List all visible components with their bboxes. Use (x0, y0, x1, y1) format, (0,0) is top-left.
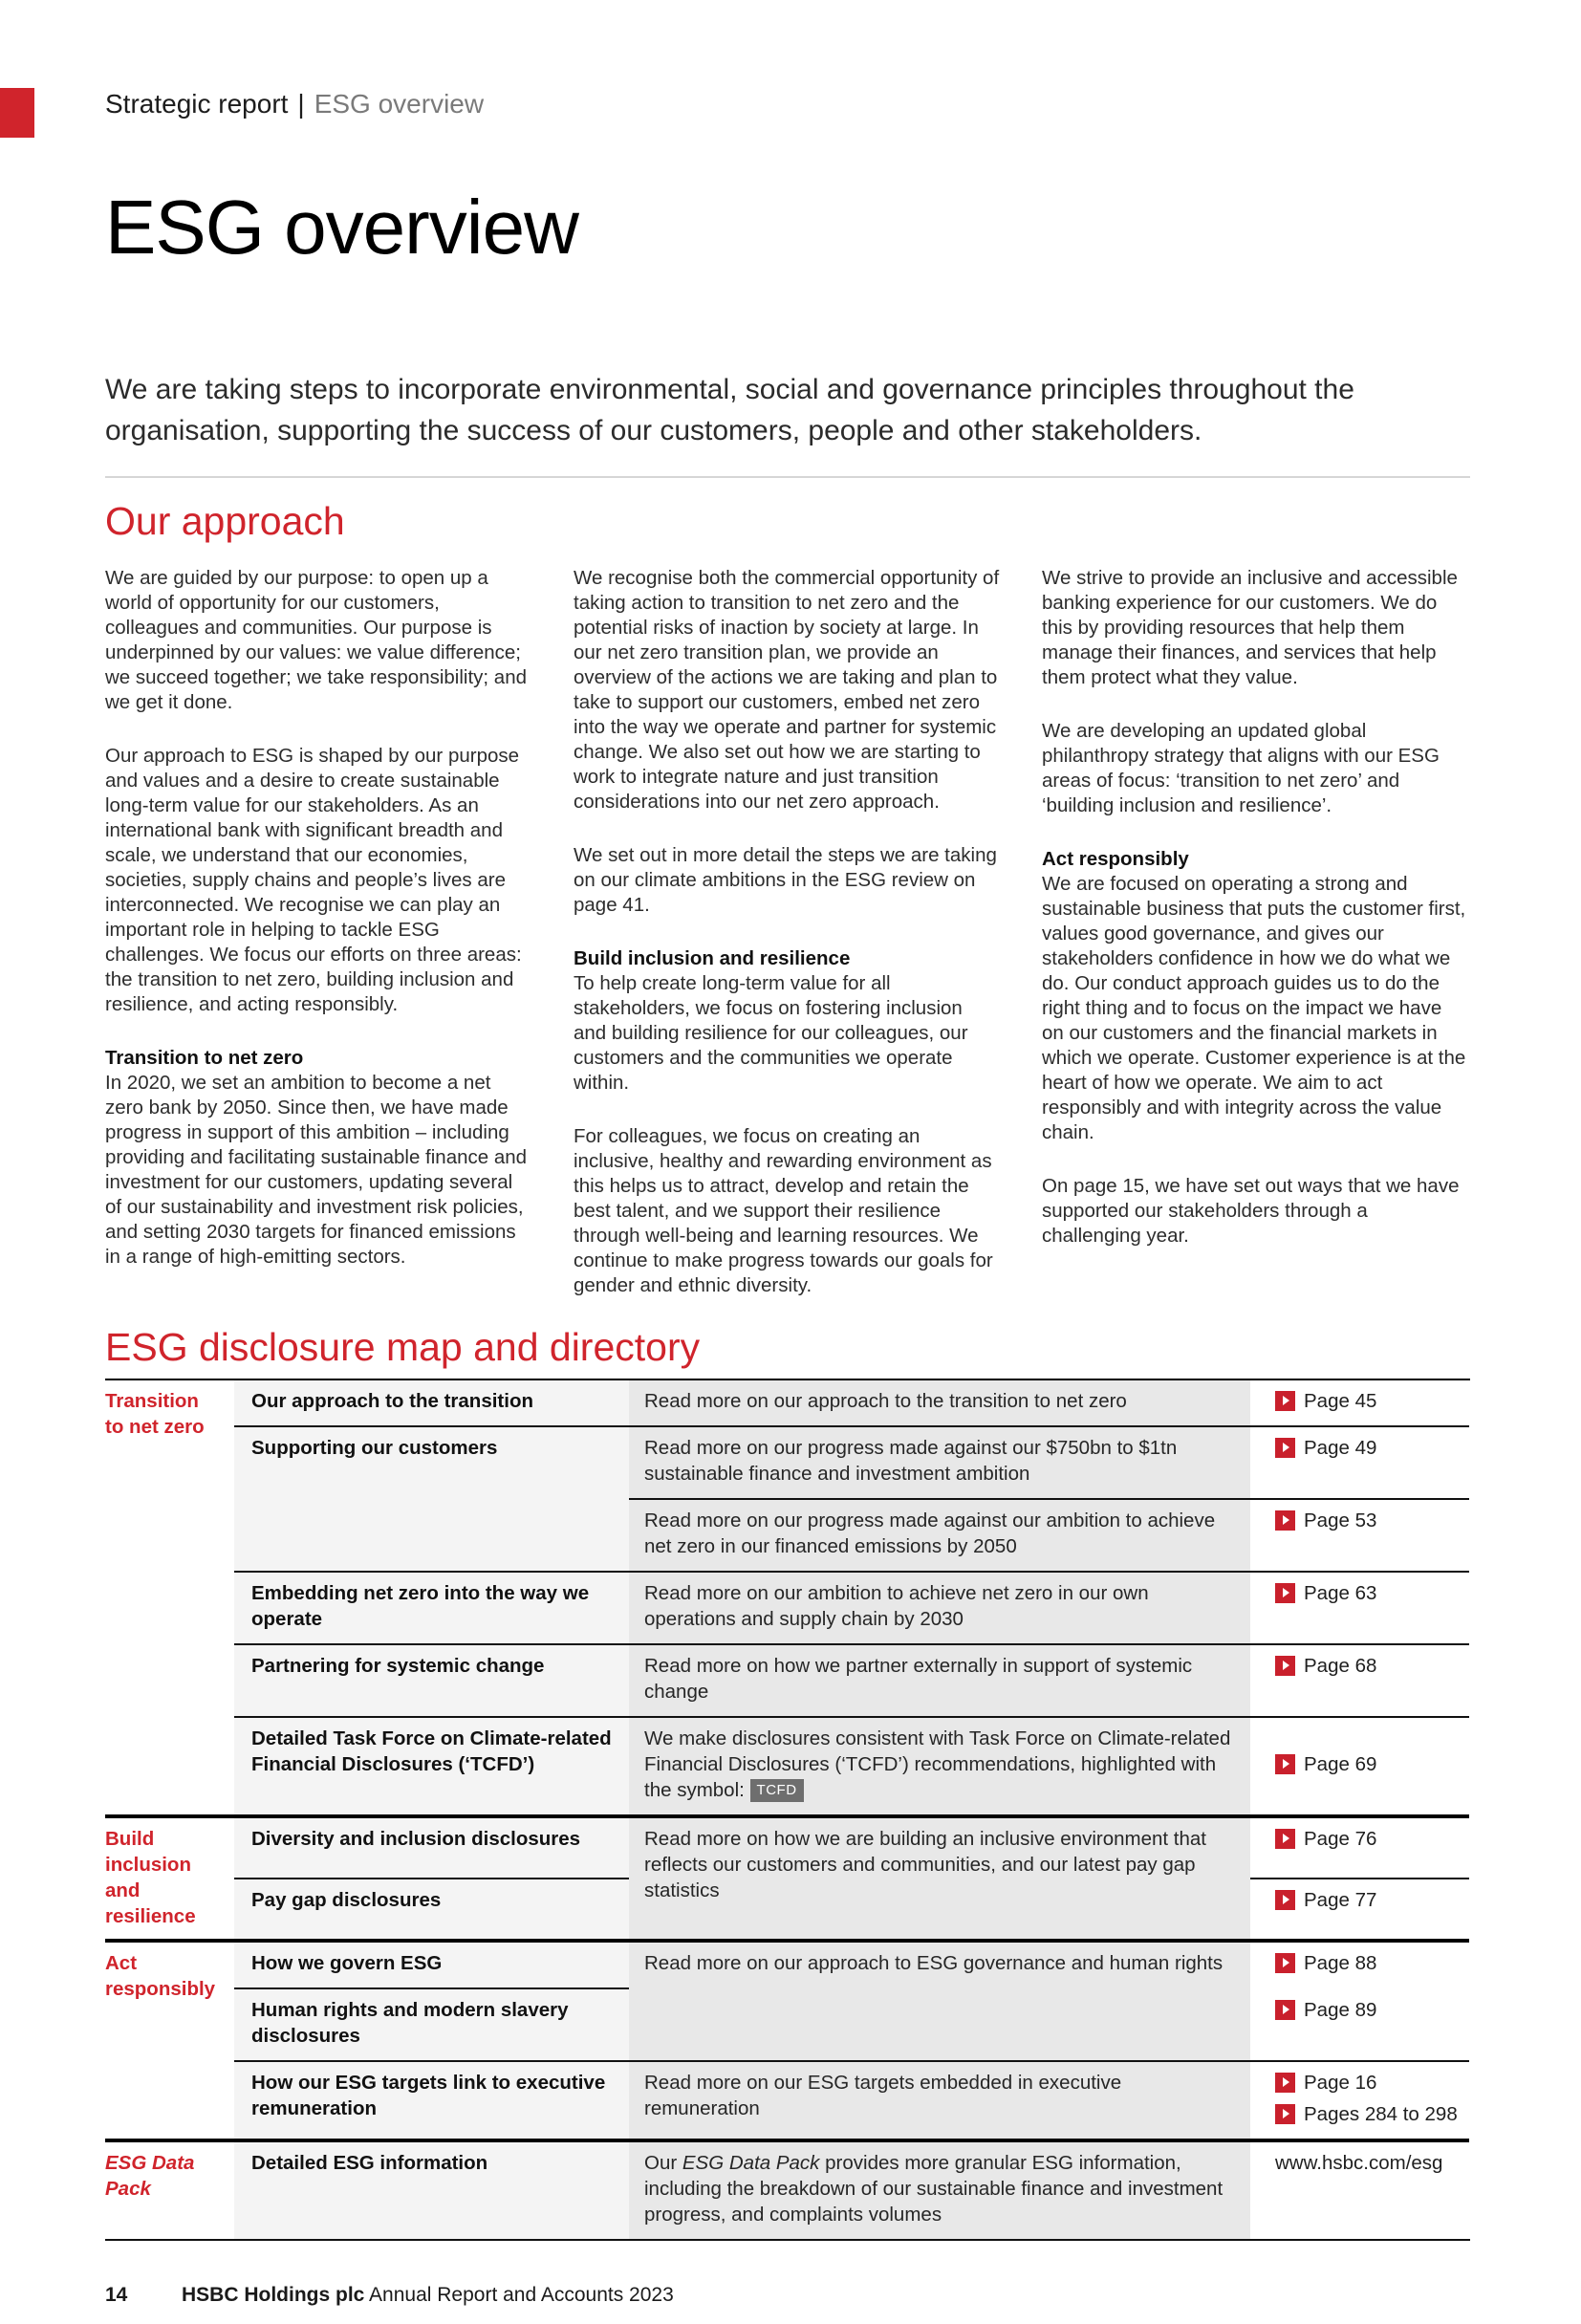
footer-report-title: Annual Report and Accounts 2023 (369, 2284, 674, 2306)
page-arrow-icon (1275, 1391, 1295, 1411)
paragraph: We recognise both the commercial opportunity of taking action to transition to net zero and the potential risks of inaction by society at large. In our net zero transition plan, we provide an overview of the actions we are taking and plan to take to support our customers, embed net zero into the way we operate and partner for systemic change. We also set out how we are starting to work to integrate nature and just transition considerations into our net zero approach. (574, 567, 1000, 813)
page-link-label: Page 16 (1304, 2072, 1377, 2094)
paragraph: Our approach to ESG is shaped by our purpose and values and a desire to create sustainable long-term value for our stakeholders. As an international bank with significant breadth and scale, we understand that our economies, societies, supply chains and people’s lives are interconnected. We recognise we can play an important role in helping to tackle ESG challenges. We focus our efforts on three areas: the transition to net zero, building inclusion and resilience, and acting responsibly. (105, 745, 522, 1015)
directory-description: Read more on our approach to the transition to net zero (629, 1380, 1250, 1427)
our-approach-heading: Our approach (105, 499, 345, 543)
directory-page-cell (1250, 1380, 1469, 1427)
directory-page-cell (1250, 2139, 1469, 2239)
directory-page-cell (1250, 1427, 1469, 1500)
directory-page-cell (1250, 1814, 1469, 1879)
description-text: Our (644, 2152, 682, 2174)
directory-topic: Detailed Task Force on Climate-related Financial Disclosures (‘TCFD’) (234, 1718, 629, 1814)
directory-description: Read more on our ESG targets embedded in executive remuneration (629, 2062, 1250, 2139)
page-arrow-icon (1275, 1890, 1295, 1910)
directory-description: Read more on our progress made against our ambition to achieve net zero in our financed emissions by 2050 (629, 1500, 1250, 1573)
page-arrow-icon (1275, 1953, 1295, 1973)
page-arrow-icon (1275, 2104, 1295, 2124)
directory-category-transition-to-net-zero: Transition to net zero (105, 1380, 234, 1814)
directory-description: Read more on our approach to ESG governance and human rights (629, 1939, 1250, 2062)
directory-description: Read more on how we partner externally in support of systemic change (629, 1645, 1250, 1718)
directory-topic: How we govern ESG (234, 1939, 629, 1989)
footer-publisher: HSBC Holdings plc (182, 2284, 365, 2306)
page-arrow-icon (1275, 2073, 1295, 2093)
page-arrow-icon (1275, 2000, 1295, 2020)
page-link[interactable] (1275, 2101, 1469, 2127)
directory-heading: ESG disclosure map and directory (105, 1325, 701, 1369)
directory-topic: Partnering for systemic change (234, 1645, 629, 1718)
directory-description (629, 1718, 1250, 1814)
directory-topic: How our ESG targets link to executive remuneration (234, 2062, 629, 2139)
directory-description: Read more on how we are building an inclusive environment that reflects our customers and communities, and our latest pay gap statistics (629, 1814, 1250, 1939)
directory-page-cell (1250, 1500, 1469, 1573)
page-link[interactable] (1275, 1508, 1469, 1533)
directory-page-cell (1250, 1573, 1469, 1645)
paragraph: For colleagues, we focus on creating an inclusive, healthy and rewarding environment as this helps us to attract, develop and retain the best talent, and we support their resilience through well-being and learning resources. We continue to make progress towards our goals for gender and ethnic diversity. (574, 1125, 993, 1296)
directory-topic: Embedding net zero into the way we operate (234, 1573, 629, 1645)
page-link[interactable] (1275, 1950, 1469, 1976)
directory-category-act-responsibly: Act responsibly (105, 1939, 234, 2139)
page-link[interactable] (1275, 1435, 1469, 1461)
page-footer (105, 2283, 1470, 2308)
page-arrow-icon (1275, 1510, 1295, 1531)
page-arrow-icon (1275, 1583, 1295, 1603)
approach-columns (105, 566, 1470, 1298)
description-text-italic: ESG Data Pack (682, 2152, 820, 2174)
page-link-label: Page 63 (1304, 1582, 1377, 1604)
page-link-label: Page 88 (1304, 1952, 1377, 1974)
page-link-label: Page 49 (1304, 1437, 1377, 1459)
paragraph: We are developing an updated global philanthropy strategy that aligns with our ESG areas of focus: ‘transition to net zero’ and ‘building inclusion and resilience’. (1042, 720, 1440, 816)
page-link-label: Page 76 (1304, 1828, 1377, 1850)
page-title: ESG overview (105, 185, 578, 270)
page (0, 88, 1581, 2308)
approach-column-3 (1042, 566, 1468, 1298)
approach-column-2 (574, 566, 1000, 1298)
directory-topic: Human rights and modern slavery disclosures (234, 1989, 629, 2062)
page-link-label: Page 45 (1304, 1390, 1377, 1412)
description-text: We make disclosures consistent with Task Force on Climate-related Financial Disclosures (‘TCFD’) recommendations, highlighted with the symbol: (644, 1727, 1231, 1801)
directory-topic: Our approach to the transition (234, 1380, 629, 1427)
directory-page-cell (1250, 1879, 1469, 1939)
subheading-transition-to-net-zero: Transition to net zero (105, 1047, 304, 1069)
directory-category-esg-data-pack: ESG Data Pack (105, 2139, 234, 2239)
paragraph: To help create long-term value for all stakeholders, we focus on fostering inclusion and building resilience for our colleagues, our customers and the communities we operate within. (574, 972, 968, 1094)
page-link-label: Page 89 (1304, 1999, 1377, 2021)
page-number: 14 (105, 2284, 128, 2306)
section-divider (105, 476, 1470, 478)
directory-category-build-inclusion-and-resilience: Build inclusion and resilience (105, 1814, 234, 1939)
subheading-act-responsibly: Act responsibly (1042, 848, 1189, 870)
paragraph: On page 15, we have set out ways that we have supported our stakeholders through a challenging year. (1042, 1175, 1460, 1247)
page-link-label: Page 68 (1304, 1655, 1377, 1677)
directory-page-cell (1250, 1939, 1469, 1989)
page-arrow-icon (1275, 1754, 1295, 1774)
paragraph: We strive to provide an inclusive and accessible banking experience for our customers. We do this by providing resources that help them manage their finances, and services that help them protect what they value. (1042, 567, 1458, 688)
directory-page-cell (1250, 1989, 1469, 2062)
breadcrumb-page: ESG overview (314, 89, 485, 119)
directory-topic: Pay gap disclosures (234, 1879, 629, 1939)
page-link[interactable] (1275, 1826, 1469, 1852)
page-arrow-icon (1275, 1438, 1295, 1458)
page-link[interactable] (1275, 1997, 1469, 2023)
page-arrow-icon (1275, 1656, 1295, 1676)
directory-page-cell (1250, 1718, 1469, 1814)
directory-description (629, 2139, 1250, 2239)
subheading-build-inclusion-and-resilience: Build inclusion and resilience (574, 947, 851, 969)
breadcrumb-separator: | (297, 89, 305, 119)
directory-page-cell (1250, 1645, 1469, 1718)
page-link-label: Page 77 (1304, 1889, 1377, 1911)
page-link[interactable] (1275, 1388, 1469, 1414)
page-link[interactable] (1275, 1580, 1469, 1606)
description-text: provides more granular ESG information, including the breakdown of our sustainable finance and investment progress, and complaints volumes (644, 2152, 1224, 2226)
page-link-label: Page 69 (1304, 1753, 1377, 1775)
page-link-label: Page 53 (1304, 1510, 1377, 1531)
page-link[interactable] (1275, 1887, 1469, 1913)
page-link[interactable] (1275, 1653, 1469, 1679)
directory-topic: Supporting our customers (234, 1427, 629, 1573)
approach-column-1 (105, 566, 531, 1298)
intro-paragraph: We are taking steps to incorporate environmental, social and governance principles throughout the organisation, supporting the success of our customers, people and other stakeholders. (105, 374, 1354, 446)
external-link-hsbc-esg[interactable]: www.hsbc.com/esg (1275, 2152, 1443, 2174)
directory-table (105, 1379, 1470, 2241)
page-arrow-icon (1275, 1829, 1295, 1849)
directory-topic: Diversity and inclusion disclosures (234, 1814, 629, 1879)
section-tab (0, 88, 34, 138)
page-link[interactable] (1275, 1751, 1376, 1777)
directory-page-cell (1250, 2062, 1469, 2139)
breadcrumb-section: Strategic report (105, 89, 289, 119)
breadcrumb (105, 88, 1470, 120)
paragraph: We are guided by our purpose: to open up a world of opportunity for our customers, colleagues and communities. Our purpose is underpinned by our values: we value difference; we succeed together; we take responsibility; and we get it done. (105, 567, 528, 713)
directory-description: Read more on our progress made against our $750bn to $1tn sustainable finance and investment ambition (629, 1427, 1250, 1500)
paragraph: In 2020, we set an ambition to become a net zero bank by 2050. Since then, we have made progress in support of this ambition – including providing and facilitating sustainable finance and investment for our customers, updating several of our sustainability and investment risk policies, and setting 2030 targets for financed emissions in a range of high-emitting sectors. (105, 1072, 528, 1268)
paragraph: We set out in more detail the steps we are taking on our climate ambitions in the ESG review on page 41. (574, 844, 997, 916)
footer-text (182, 2283, 674, 2308)
paragraph: We are focused on operating a strong and sustainable business that puts the customer first, values good governance, and gives our stakeholders confidence in how we do what we do. Our conduct approach guides us to do the right thing and to focus on the impact we have on our customers and the financial markets in which we operate. Customer experience is at the heart of how we operate. We aim to act responsibly and with integrity across the value chain. (1042, 873, 1466, 1143)
page-link[interactable] (1275, 2070, 1469, 2096)
tcfd-badge: TCFD (750, 1779, 804, 1802)
directory-topic: Detailed ESG information (234, 2139, 629, 2239)
page-link-label: Pages 284 to 298 (1304, 2103, 1458, 2125)
directory-description: Read more on our ambition to achieve net zero in our own operations and supply chain by 2030 (629, 1573, 1250, 1645)
